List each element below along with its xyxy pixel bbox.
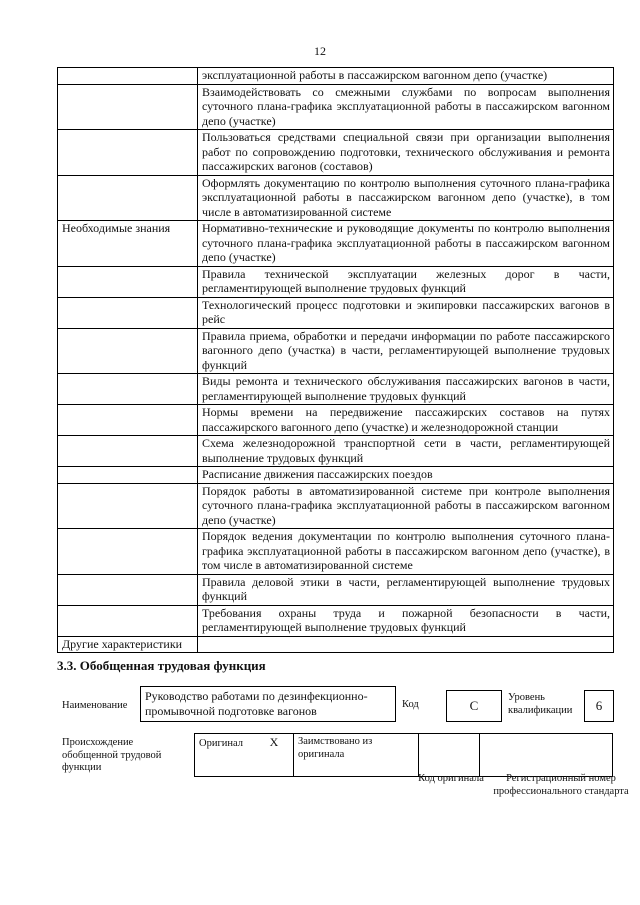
orig-code-cell [419,734,480,777]
row-category [58,328,198,374]
row-category [58,297,198,328]
row-category [58,405,198,436]
row-category: Необходимые знания [58,221,198,267]
row-category [58,130,198,176]
table-row [58,221,614,267]
row-category [58,605,198,636]
table-row [58,84,614,130]
table-row [58,574,614,605]
row-category [58,374,198,405]
origin-label: Происхождение обобщенной трудовой функции [62,737,162,773]
table-row [58,68,614,85]
borrowed-cell [294,734,419,777]
row-description: Порядок ведения документации по контролю выполнения суточного плана-графика эксплуатационной работы в пассажирском вагонном депо (участке), в том числе в автоматизированной системе [198,529,614,575]
row-description: Нормативно-технические и руководящие документы по контролю выполнения суточного плана-графика эксплуатационной работы в пассажирском вагонном депо (участке) [198,221,614,267]
row-description: Нормы времени на передвижение пассажирских составов на путях пассажирского вагонного депо (участке) и железнодорожной станции [198,405,614,436]
row-category [58,266,198,297]
row-description: Взаимодействовать со смежными службами по вопросам выполнения суточного плана-графика эксплуатационной работы в пассажирском вагонном депо (участке) [198,84,614,130]
reg-number-caption: Регистрационный номер профессионального стандарта [493,773,629,797]
table-row [58,266,614,297]
original-mark: X [269,735,279,749]
name-label: Наименование [62,700,128,711]
table-row [58,405,614,436]
row-description: Требования охраны труда и пожарной безопасности в части, регламентирующей выполнение трудовых функций [198,605,614,636]
row-category [58,84,198,130]
table-row [58,374,614,405]
row-category [58,574,198,605]
row-description: Порядок работы в автоматизированной системе при контроле выполнения суточного плана-графика эксплуатационной работы в пассажирском вагонном депо (участке) [198,483,614,529]
code-value: C [446,690,502,722]
original-label: Оригинал [199,738,243,749]
row-category [58,436,198,467]
table-row [58,175,614,221]
row-description: Технологический процесс подготовки и экипировки пассажирских вагонов в рейс [198,297,614,328]
table-row [58,297,614,328]
row-category [58,175,198,221]
row-description: Схема железнодорожной транспортной сети в части, регламентирующей выполнение трудовых функций [198,436,614,467]
origin-table [194,733,613,777]
level-label: Уровень квалификации [508,692,573,716]
row-category [58,467,198,484]
row-description: эксплуатационной работы в пассажирском вагонном депо (участке) [198,68,614,85]
table-row [58,483,614,529]
table-row [58,605,614,636]
row-description: Пользоваться средствами специальной связи при организации выполнения работ по сопровождению подготовки, технического обслуживания и ремонта пассажирских вагонов (составов) [198,130,614,176]
table-row [58,328,614,374]
row-description: Правила деловой этики в части, регламентирующей выполнение трудовых функций [198,574,614,605]
row-description: Оформлять документацию по контролю выполнения суточного плана-графика эксплуатационной работы в пассажирском вагонном депо (участке), в том числе в автоматизированной системе [198,175,614,221]
page-number: 12 [314,44,326,58]
table-row [58,436,614,467]
orig-code-caption: Код оригинала [418,773,484,784]
function-name-field: Руководство работами по дезинфекционно-промывочной подготовке вагонов [140,686,396,722]
knowledge-table [57,67,614,653]
row-description: Расписание движения пассажирских поездов [198,467,614,484]
row-description: Правила технической эксплуатации железных дорог в части, регламентирующей выполнение трудовых функций [198,266,614,297]
row-category [58,483,198,529]
table-row [58,467,614,484]
code-label: Код [402,699,419,710]
table-row [58,130,614,176]
row-description: Виды ремонта и технического обслуживания пассажирских вагонов в части, регламентирующей выполнение трудовых функций [198,374,614,405]
table-row [58,529,614,575]
borrowed-label: Заимствовано из оригинала [298,736,373,760]
row-category: Другие характеристики [58,636,198,653]
row-description: Правила приема, обработки и передачи информации по работе пассажирского вагонного депо (участка) в части, регламентирующей выполнение трудовых функций [198,328,614,374]
original-cell [195,734,294,777]
section-heading: 3.3. Обобщенная трудовая функция [57,658,266,673]
reg-number-cell [480,734,613,777]
row-category [58,529,198,575]
level-value: 6 [584,690,614,722]
table-row [58,636,614,653]
row-category [58,68,198,85]
row-description [198,636,614,653]
